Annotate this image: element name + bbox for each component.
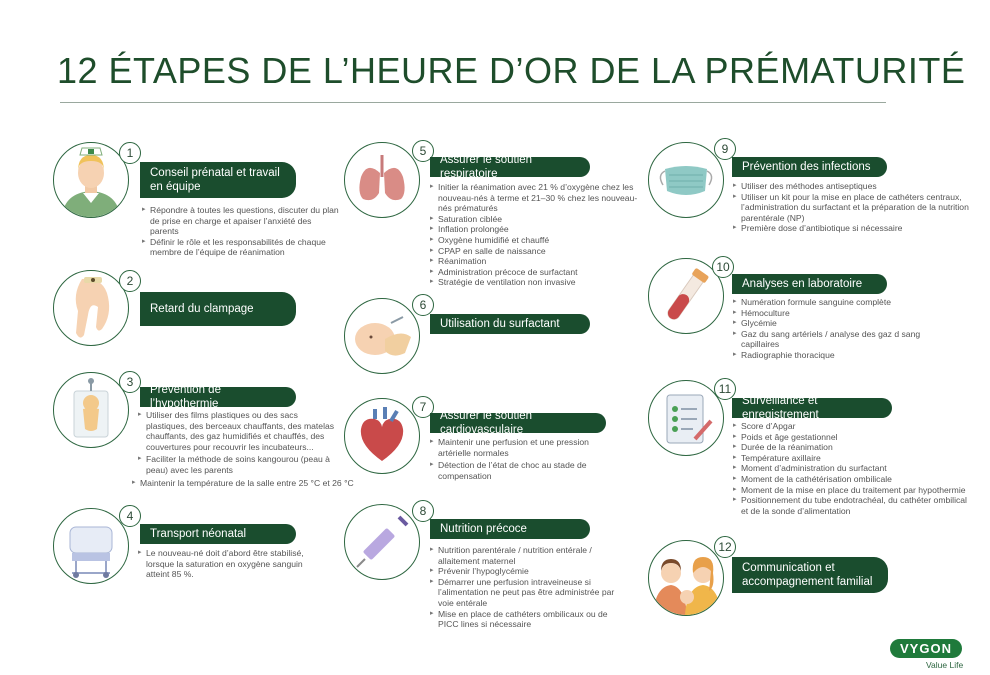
step-11-label: Surveillance et enregistrement [732,398,892,418]
list-item: ▸ Démarrer une perfusion intraveineuse si l’alimentation ne peut pas être administrée par voie entérale [430,577,630,609]
list-item: ▸ Détection de l’état de choc au stade de compensation [430,460,620,481]
step-5-bullets [430,182,640,288]
step-9-label: Prévention des infections [732,157,887,177]
step-3-bullets [138,410,354,488]
step-10-number: 10 [712,256,734,278]
step-7-image [344,398,420,474]
step-1-number: 1 [119,142,141,164]
step-8-image [344,504,420,580]
list-item: ▸ Stratégie de ventilation non invasive [430,277,640,288]
list-item: ▸ Numération formule sanguine complète [733,297,933,308]
baby-legs-icon [54,271,128,345]
step-3-number: 3 [119,371,141,393]
step-7-number: 7 [412,396,434,418]
clipboard-icon [649,381,723,455]
list-item: ▸ Score d’Apgar [733,421,973,432]
step-2-number: 2 [119,270,141,292]
list-item: ▸ Définir le rôle et les responsabilités de chaque membre de l’équipe de réanimation [142,237,340,258]
title-divider [60,102,886,103]
step-12-number: 12 [714,536,736,558]
step-3-image [53,372,129,448]
step-5-number: 5 [412,140,434,162]
step-1-bullets [142,205,340,258]
step-9-image [648,142,724,218]
list-item: ▸ Poids et âge gestationnel [733,432,973,443]
vygon-logo [890,640,964,670]
list-item: ▸ Glycémie [733,318,933,329]
logo-tagline: Value Life [926,660,964,670]
list-item: ▸ Prévenir l’hypoglycémie [430,566,630,577]
list-item: ▸ Mise en place de cathéters ombilicaux ou de PICC lines si nécessaire [430,609,630,630]
list-item: ▸ Répondre à toutes les questions, discuter du plan de prise en charge et apaiser l’anxiété des parents [142,205,340,237]
step-11-image [648,380,724,456]
step-7-label: Assurer le soutien cardiovasculaire [430,413,606,433]
list-item: ▸ Utiliser des films plastiques ou des sacs plastiques, des berceaux chauffants, des matelas chauffants, des gaz humidifiés et chauffés, des couvertures pour recouvrir les incubateurs... [138,410,338,452]
step-4-bullets [138,548,328,580]
list-item: ▸ Le nouveau-né doit d’abord être stabilisé, lorsque la saturation en oxygène sanguin atteint 85 %. [138,548,328,580]
step-3-label: Prévention de l’hypothermie [140,387,296,407]
step-7-bullets [430,437,620,481]
list-item: ▸ Administration précoce de surfactant [430,267,640,278]
step-2-image [53,270,129,346]
incubator-cart-icon [54,509,128,583]
list-item: ▸ Utiliser des méthodes antiseptiques [733,181,973,192]
list-item: ▸ Positionnement du tube endotrachéal, du cathéter ombilical et de la sonde d’alimentation [733,495,973,516]
step-6-image [344,298,420,374]
step-2-label: Retard du clampage [140,292,296,326]
family-icon [649,541,723,615]
list-item: ▸ Moment d’administration du surfactant [733,463,973,474]
list-item: ▸ Initier la réanimation avec 21 % d’oxygène chez les nouveau-nés à terme et 21–30 % chez les nouveau-nés prématurés [430,182,640,214]
step-8-bullets [430,545,630,630]
step-10-bullets [733,297,933,361]
step-8-label: Nutrition précoce [430,519,590,539]
baby-face-icon [345,299,419,373]
step-10-label: Analyses en laboratoire [732,274,887,294]
list-item: ▸ Première dose d’antibiotique si nécessaire [733,223,973,234]
list-item: ▸ Oxygène humidifié et chauffé [430,235,640,246]
list-item: ▸ Radiographie thoracique [733,350,933,361]
list-item: ▸ Maintenir une perfusion et une pression artérielle normales [430,437,620,458]
syringe-icon [345,505,419,579]
step-4-number: 4 [119,505,141,527]
nurse-icon [54,143,128,217]
list-item: ▸ Gaz du sang artériels / analyse des gaz d sang capillaires [733,329,933,350]
step-9-bullets [733,181,973,234]
step-6-number: 6 [412,294,434,316]
list-item: ▸ Faciliter la méthode de soins kangourou (peau à peau) avec les parents [138,454,338,475]
step-5-image [344,142,420,218]
logo-brand: VYGON [890,639,962,658]
step-9-number: 9 [714,138,736,160]
step-4-image [53,508,129,584]
step-12-image [648,540,724,616]
lungs-icon [345,143,419,217]
list-item: ▸ Moment de la mise en place du traitement par hypothermie [733,485,973,496]
list-item: ▸ Utiliser un kit pour la mise en place de cathéters centraux, l’administration du surfactant et la préparation de la nutrition parentérale (NP) [733,192,973,224]
step-8-number: 8 [412,500,434,522]
list-item: ▸ Nutrition parentérale / nutrition entérale / allaitement maternel [430,545,630,566]
list-item: ▸ Température axillaire [733,453,973,464]
step-4-label: Transport néonatal [140,524,296,544]
list-item: ▸ Durée de la réanimation [733,442,973,453]
step-5-label: Assurer le soutien respiratoire [430,157,590,177]
step-6-label: Utilisation du surfactant [430,314,590,334]
list-item: ▸ Hémoculture [733,308,933,319]
step-11-number: 11 [714,378,736,400]
list-item: ▸ CPAP en salle de naissance [430,246,640,257]
heart-icon [345,399,419,473]
step-11-bullets [733,421,973,516]
list-item: ▸ Moment de la cathétérisation ombilicale [733,474,973,485]
list-item: ▸ Maintenir la température de la salle entre 25 °C et 26 °C [132,478,380,489]
baby-incubator-icon [54,373,128,447]
list-item: ▸ Inflation prolongée [430,224,640,235]
page-title: 12 ÉTAPES DE L’HEURE D’OR DE LA PRÉMATURITÉ [57,50,966,91]
list-item: ▸ Réanimation [430,256,640,267]
face-mask-icon [649,143,723,217]
list-item: ▸ Saturation ciblée [430,214,640,225]
step-1-image [53,142,129,218]
step-12-label: Communication et accompagnement familial [732,557,888,593]
step-1-label: Conseil prénatal et travail en équipe [140,162,296,198]
